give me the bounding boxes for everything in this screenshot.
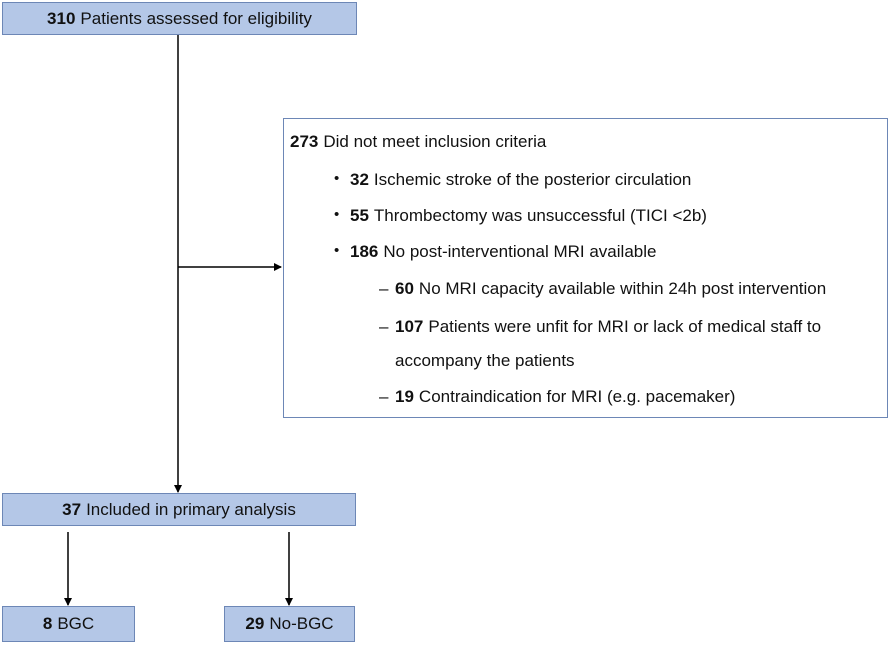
reason-label: No post-interventional MRI available — [383, 242, 657, 261]
exclusion-reason-posterior — [350, 170, 691, 190]
screened-label: Patients assessed for eligibility — [80, 8, 312, 28]
bullet-icon: • — [334, 242, 340, 259]
reason-count: 32 — [350, 170, 369, 189]
screened-box — [2, 2, 357, 35]
subreason-label: Contraindication for MRI (e.g. pacemaker) — [418, 387, 736, 406]
bullet-icon: • — [334, 170, 340, 187]
included-count: 37 — [62, 499, 82, 519]
exclusion-box — [283, 118, 888, 418]
dash-icon: – — [379, 279, 389, 298]
bullet-icon: • — [334, 206, 340, 223]
reason-count: 186 — [350, 242, 379, 261]
dash-icon: – — [379, 317, 389, 336]
reason-label: Ischemic stroke of the posterior circulation — [373, 170, 692, 189]
subreason-label: Patients were unfit for MRI or lack of medical staff to — [428, 317, 822, 336]
included-box — [2, 493, 356, 526]
bgc-box — [2, 606, 135, 642]
bgc-count: 8 — [42, 614, 53, 633]
subreason-label: No MRI capacity available within 24h post intervention — [418, 279, 827, 298]
subreason-count: 19 — [395, 387, 414, 406]
screened-count: 310 — [47, 8, 76, 28]
subreason-unfit-continuation: accompany the patients — [395, 351, 575, 370]
subreason-unfit — [395, 317, 821, 337]
subreason-count: 107 — [395, 317, 424, 336]
no-bgc-box — [224, 606, 355, 642]
reason-count: 55 — [350, 206, 369, 225]
no-bgc-label: No-BGC — [269, 614, 334, 633]
subreason-no-capacity — [395, 279, 826, 299]
excluded-label: Did not meet inclusion criteria — [323, 132, 547, 151]
reason-label: Thrombectomy was unsuccessful (TICI <2b) — [373, 206, 707, 225]
exclusion-reason-no-mri — [350, 242, 656, 262]
subreason-contraindication — [395, 387, 735, 407]
bgc-label: BGC — [57, 614, 95, 633]
no-bgc-count: 29 — [245, 614, 265, 633]
included-label: Included in primary analysis — [86, 499, 296, 519]
dash-icon: – — [379, 387, 389, 406]
subreason-count: 60 — [395, 279, 414, 298]
exclusion-reason-unsuccessful — [350, 206, 707, 226]
exclusion-header — [290, 132, 546, 152]
excluded-count: 273 — [290, 132, 319, 151]
